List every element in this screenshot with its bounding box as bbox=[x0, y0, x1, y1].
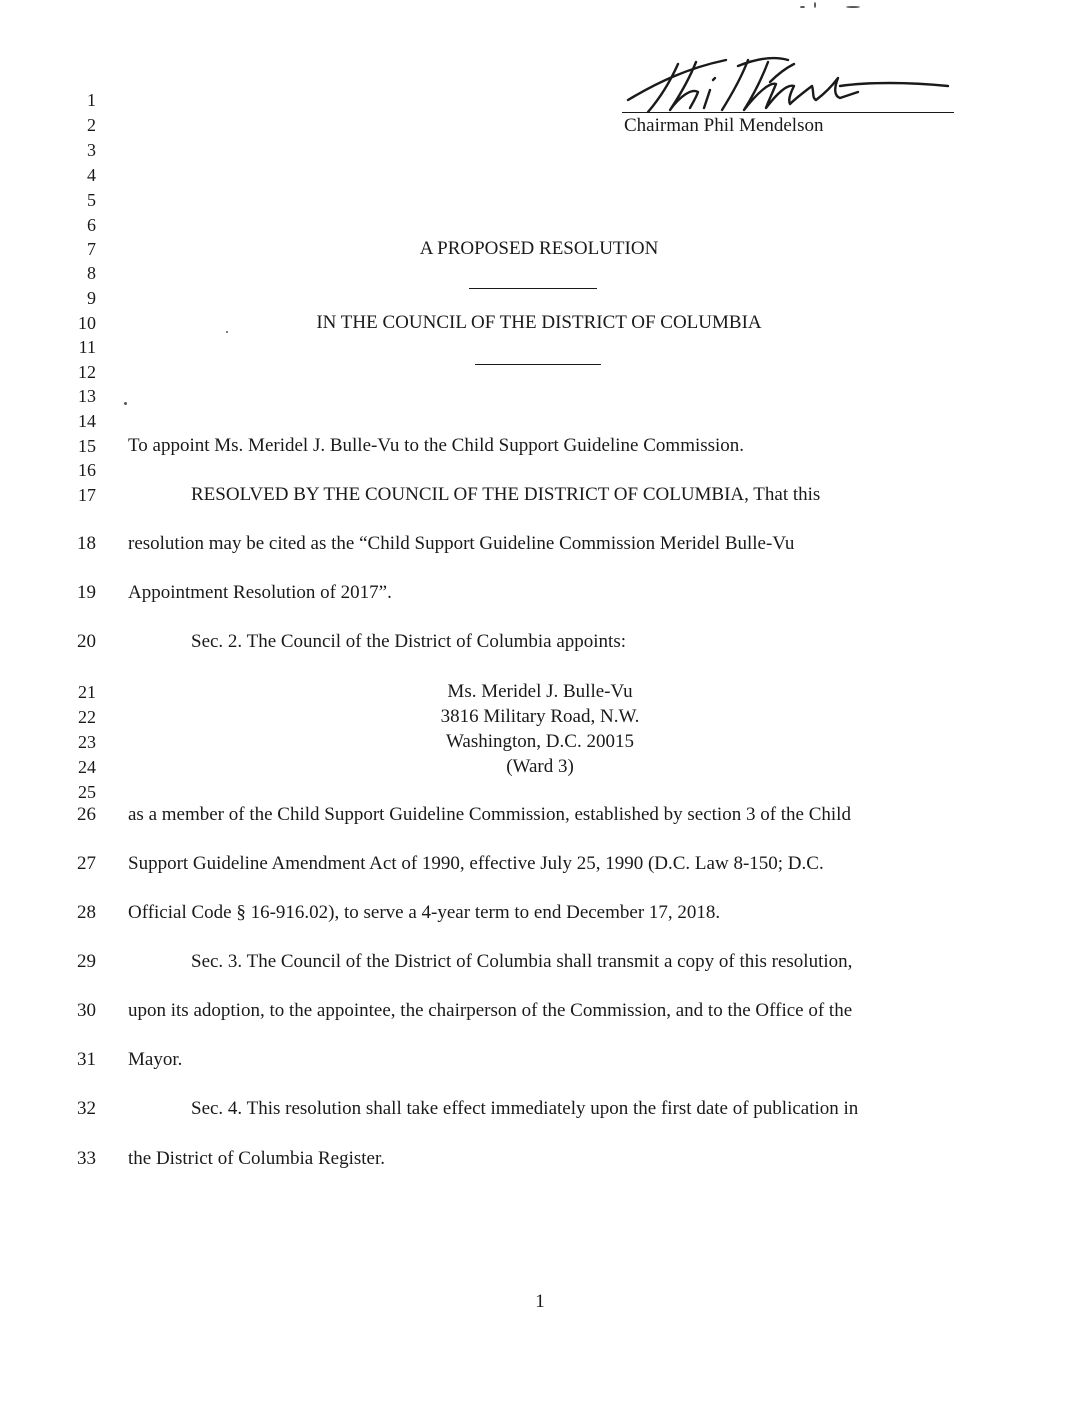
line-number: 9 bbox=[87, 288, 96, 308]
signature-line bbox=[622, 112, 954, 113]
body-line-31: Mayor. bbox=[128, 1049, 183, 1070]
title-rule bbox=[469, 288, 597, 289]
page-number: 1 bbox=[535, 1291, 545, 1312]
body-line-20: Sec. 2. The Council of the District of Columbia appoints: bbox=[191, 631, 627, 652]
line-number: 18 bbox=[77, 533, 96, 554]
scan-speck bbox=[814, 2, 816, 8]
line-number: 7 bbox=[87, 239, 96, 259]
line-number: 3 bbox=[87, 140, 96, 160]
appointee-street: 3816 Military Road, N.W. bbox=[440, 706, 640, 727]
signatory-title: Chairman Phil Mendelson bbox=[624, 115, 824, 136]
body-line-17: RESOLVED BY THE COUNCIL OF THE DISTRICT OF COLUMBIA, That this bbox=[191, 484, 821, 505]
body-line-33: the District of Columbia Register. bbox=[128, 1148, 385, 1169]
line-number: 17 bbox=[78, 485, 96, 505]
line-number: 25 bbox=[78, 782, 96, 802]
document-subtitle: IN THE COUNCIL OF THE DISTRICT OF COLUMBIA bbox=[316, 312, 762, 333]
line-number: 22 bbox=[78, 707, 96, 727]
line-number: 16 bbox=[78, 460, 96, 480]
line-number: 19 bbox=[77, 582, 96, 603]
body-line-27: Support Guideline Amendment Act of 1990, effective July 25, 1990 (D.C. Law 8-150; D.C. bbox=[128, 853, 824, 874]
line-number: 8 bbox=[87, 263, 96, 283]
line-number: 32 bbox=[77, 1098, 96, 1119]
line-number: 20 bbox=[77, 631, 96, 652]
line-number: 1 bbox=[87, 90, 96, 110]
scan-speck bbox=[800, 6, 805, 8]
appointee-name: Ms. Meridel J. Bulle-Vu bbox=[447, 681, 633, 702]
line-number: 29 bbox=[77, 951, 96, 972]
body-line-26: as a member of the Child Support Guideline Commission, established by section 3 of the Child bbox=[128, 804, 851, 825]
subtitle-rule bbox=[475, 364, 601, 365]
body-line-30: upon its adoption, to the appointee, the chairperson of the Commission, and to the Office of the bbox=[128, 1000, 853, 1021]
resolution-purpose: To appoint Ms. Meridel J. Bulle-Vu to the Child Support Guideline Commission. bbox=[128, 435, 745, 456]
body-line-28: Official Code § 16-916.02), to serve a 4-year term to end December 17, 2018. bbox=[128, 902, 721, 923]
body-line-19: Appointment Resolution of 2017”. bbox=[128, 582, 392, 603]
body-line-18: resolution may be cited as the “Child Support Guideline Commission Meridel Bulle-Vu bbox=[128, 533, 795, 554]
line-number: 6 bbox=[87, 215, 96, 235]
line-number: 10 bbox=[78, 313, 96, 333]
line-number: 4 bbox=[87, 165, 96, 185]
scan-speck bbox=[226, 331, 228, 333]
line-number: 31 bbox=[77, 1049, 96, 1070]
line-number: 26 bbox=[77, 804, 96, 825]
line-number: 21 bbox=[78, 682, 96, 702]
handwritten-signature bbox=[618, 52, 958, 118]
line-number: 28 bbox=[77, 902, 96, 923]
body-line-29: Sec. 3. The Council of the District of Columbia shall transmit a copy of this resolution, bbox=[191, 951, 853, 972]
scan-speck bbox=[846, 6, 860, 8]
scan-speck bbox=[124, 402, 127, 405]
body-line-32: Sec. 4. This resolution shall take effect immediately upon the first date of publication in bbox=[191, 1098, 859, 1119]
line-number: 5 bbox=[87, 190, 96, 210]
line-number: 2 bbox=[87, 115, 96, 135]
line-number: 15 bbox=[78, 436, 96, 456]
line-number: 11 bbox=[78, 337, 96, 357]
line-number: 33 bbox=[77, 1148, 96, 1169]
line-number: 14 bbox=[78, 411, 96, 431]
line-number: 12 bbox=[78, 362, 96, 382]
document-title: A PROPOSED RESOLUTION bbox=[419, 238, 659, 259]
line-number: 23 bbox=[78, 732, 96, 752]
appointee-ward: (Ward 3) bbox=[506, 756, 574, 777]
appointee-city: Washington, D.C. 20015 bbox=[446, 731, 634, 752]
line-number: 13 bbox=[78, 386, 96, 406]
line-number: 30 bbox=[77, 1000, 96, 1021]
line-number: 27 bbox=[77, 853, 96, 874]
line-number: 24 bbox=[78, 757, 96, 777]
